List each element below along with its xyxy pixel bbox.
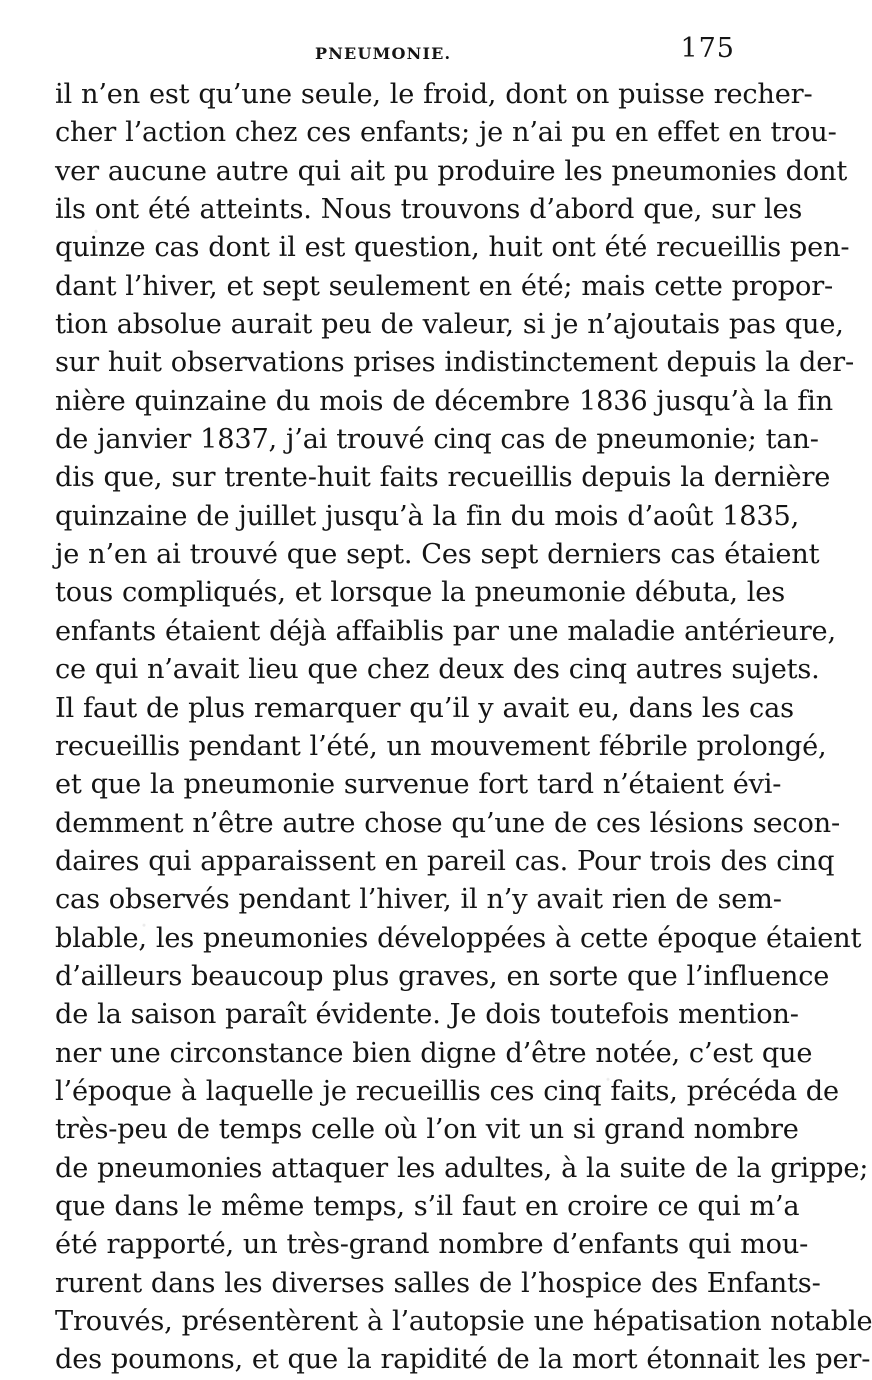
running-head: PNEUMONIE. <box>315 44 452 63</box>
text-line-29: de pneumonies attaquer les adultes, à la suite de la grippe; <box>55 1152 869 1184</box>
text-line-25: de la saison paraît évidente. Je dois toutefois mention- <box>55 999 799 1031</box>
text-line-9: nière quinzaine du mois de décembre 1836 jusqu’à la fin <box>55 385 834 417</box>
body-text <box>55 76 872 1380</box>
text-line-28: très-peu de temps celle où l’on vit un si grand nombre <box>55 1114 799 1146</box>
text-line-19: et que la pneumonie survenue fort tard n’étaient évi- <box>55 769 782 801</box>
text-line-12: quinzaine de juillet jusqu’à la fin du mois d’août 1835, <box>55 500 800 532</box>
text-line-22: cas observés pendant l’hiver, il n’y avait rien de sem- <box>55 884 782 916</box>
page-number: 175 <box>680 33 735 64</box>
text-line-8: sur huit observations prises indistinctement depuis la der- <box>55 347 854 379</box>
text-line-13: je n’en ai trouvé que sept. Ces sept derniers cas étaient <box>55 539 820 571</box>
text-line-18: recueillis pendant l’été, un mouvement fébrile prolongé, <box>55 730 827 762</box>
text-line-16: ce qui n’avait lieu que chez deux des cinq autres sujets. <box>55 654 820 686</box>
text-line-4: ils ont été atteints. Nous trouvons d’abord que, sur les <box>55 194 803 226</box>
text-line-30: que dans le même temps, s’il faut en croire ce qui m’a <box>55 1190 800 1222</box>
page-header <box>305 33 735 68</box>
text-line-32: rurent dans les diverses salles de l’hospice des Enfants- <box>55 1267 821 1299</box>
text-line-14: tous compliqués, et lorsque la pneumonie débuta, les <box>55 577 785 609</box>
text-line-17: Il faut de plus remarquer qu’il y avait eu, dans les cas <box>55 692 794 724</box>
text-line-7: tion absolue aurait peu de valeur, si je n’ajoutais pas que, <box>55 309 844 341</box>
text-line-21: daires qui apparaissent en pareil cas. Pour trois des cinq <box>55 845 835 877</box>
text-line-24: d’ailleurs beaucoup plus graves, en sorte que l’influence <box>55 960 830 992</box>
text-line-15: enfants étaient déjà affaiblis par une maladie antérieure, <box>55 615 836 647</box>
text-line-23: blable, les pneumonies développées à cette époque étaient <box>55 922 862 954</box>
text-line-3: ver aucune autre qui ait pu produire les pneumonies dont <box>55 155 848 187</box>
text-line-11: dis que, sur trente-huit faits recueillis depuis la dernière <box>55 462 831 494</box>
text-line-34: des poumons, et que la rapidité de la mort étonnait les per- <box>55 1344 871 1376</box>
text-line-27: l’époque à laquelle je recueillis ces cinq faits, précéda de <box>55 1075 839 1107</box>
text-line-33: Trouvés, présentèrent à l’autopsie une hépatisation notable <box>55 1306 872 1337</box>
text-line-6: dant l’hiver, et sept seulement en été; mais cette propor- <box>55 270 834 302</box>
text-line-10: de janvier 1837, j’ai trouvé cinq cas de pneumonie; tan- <box>55 424 819 456</box>
text-line-5: quinze cas dont il est question, huit ont été recueillis pen- <box>55 232 850 264</box>
text-line-20: demment n’être autre chose qu’une de ces lésions secon- <box>55 807 840 839</box>
text-line-26: ner une circonstance bien digne d’être notée, c’est que <box>55 1037 813 1069</box>
text-line-31: été rapporté, un très-grand nombre d’enfants qui mou- <box>55 1229 809 1261</box>
text-line-2: cher l’action chez ces enfants; je n’ai pu en effet en trou- <box>55 117 837 149</box>
text-line-1: il n’en est qu’une seule, le froid, dont on puisse recher- <box>55 79 813 110</box>
